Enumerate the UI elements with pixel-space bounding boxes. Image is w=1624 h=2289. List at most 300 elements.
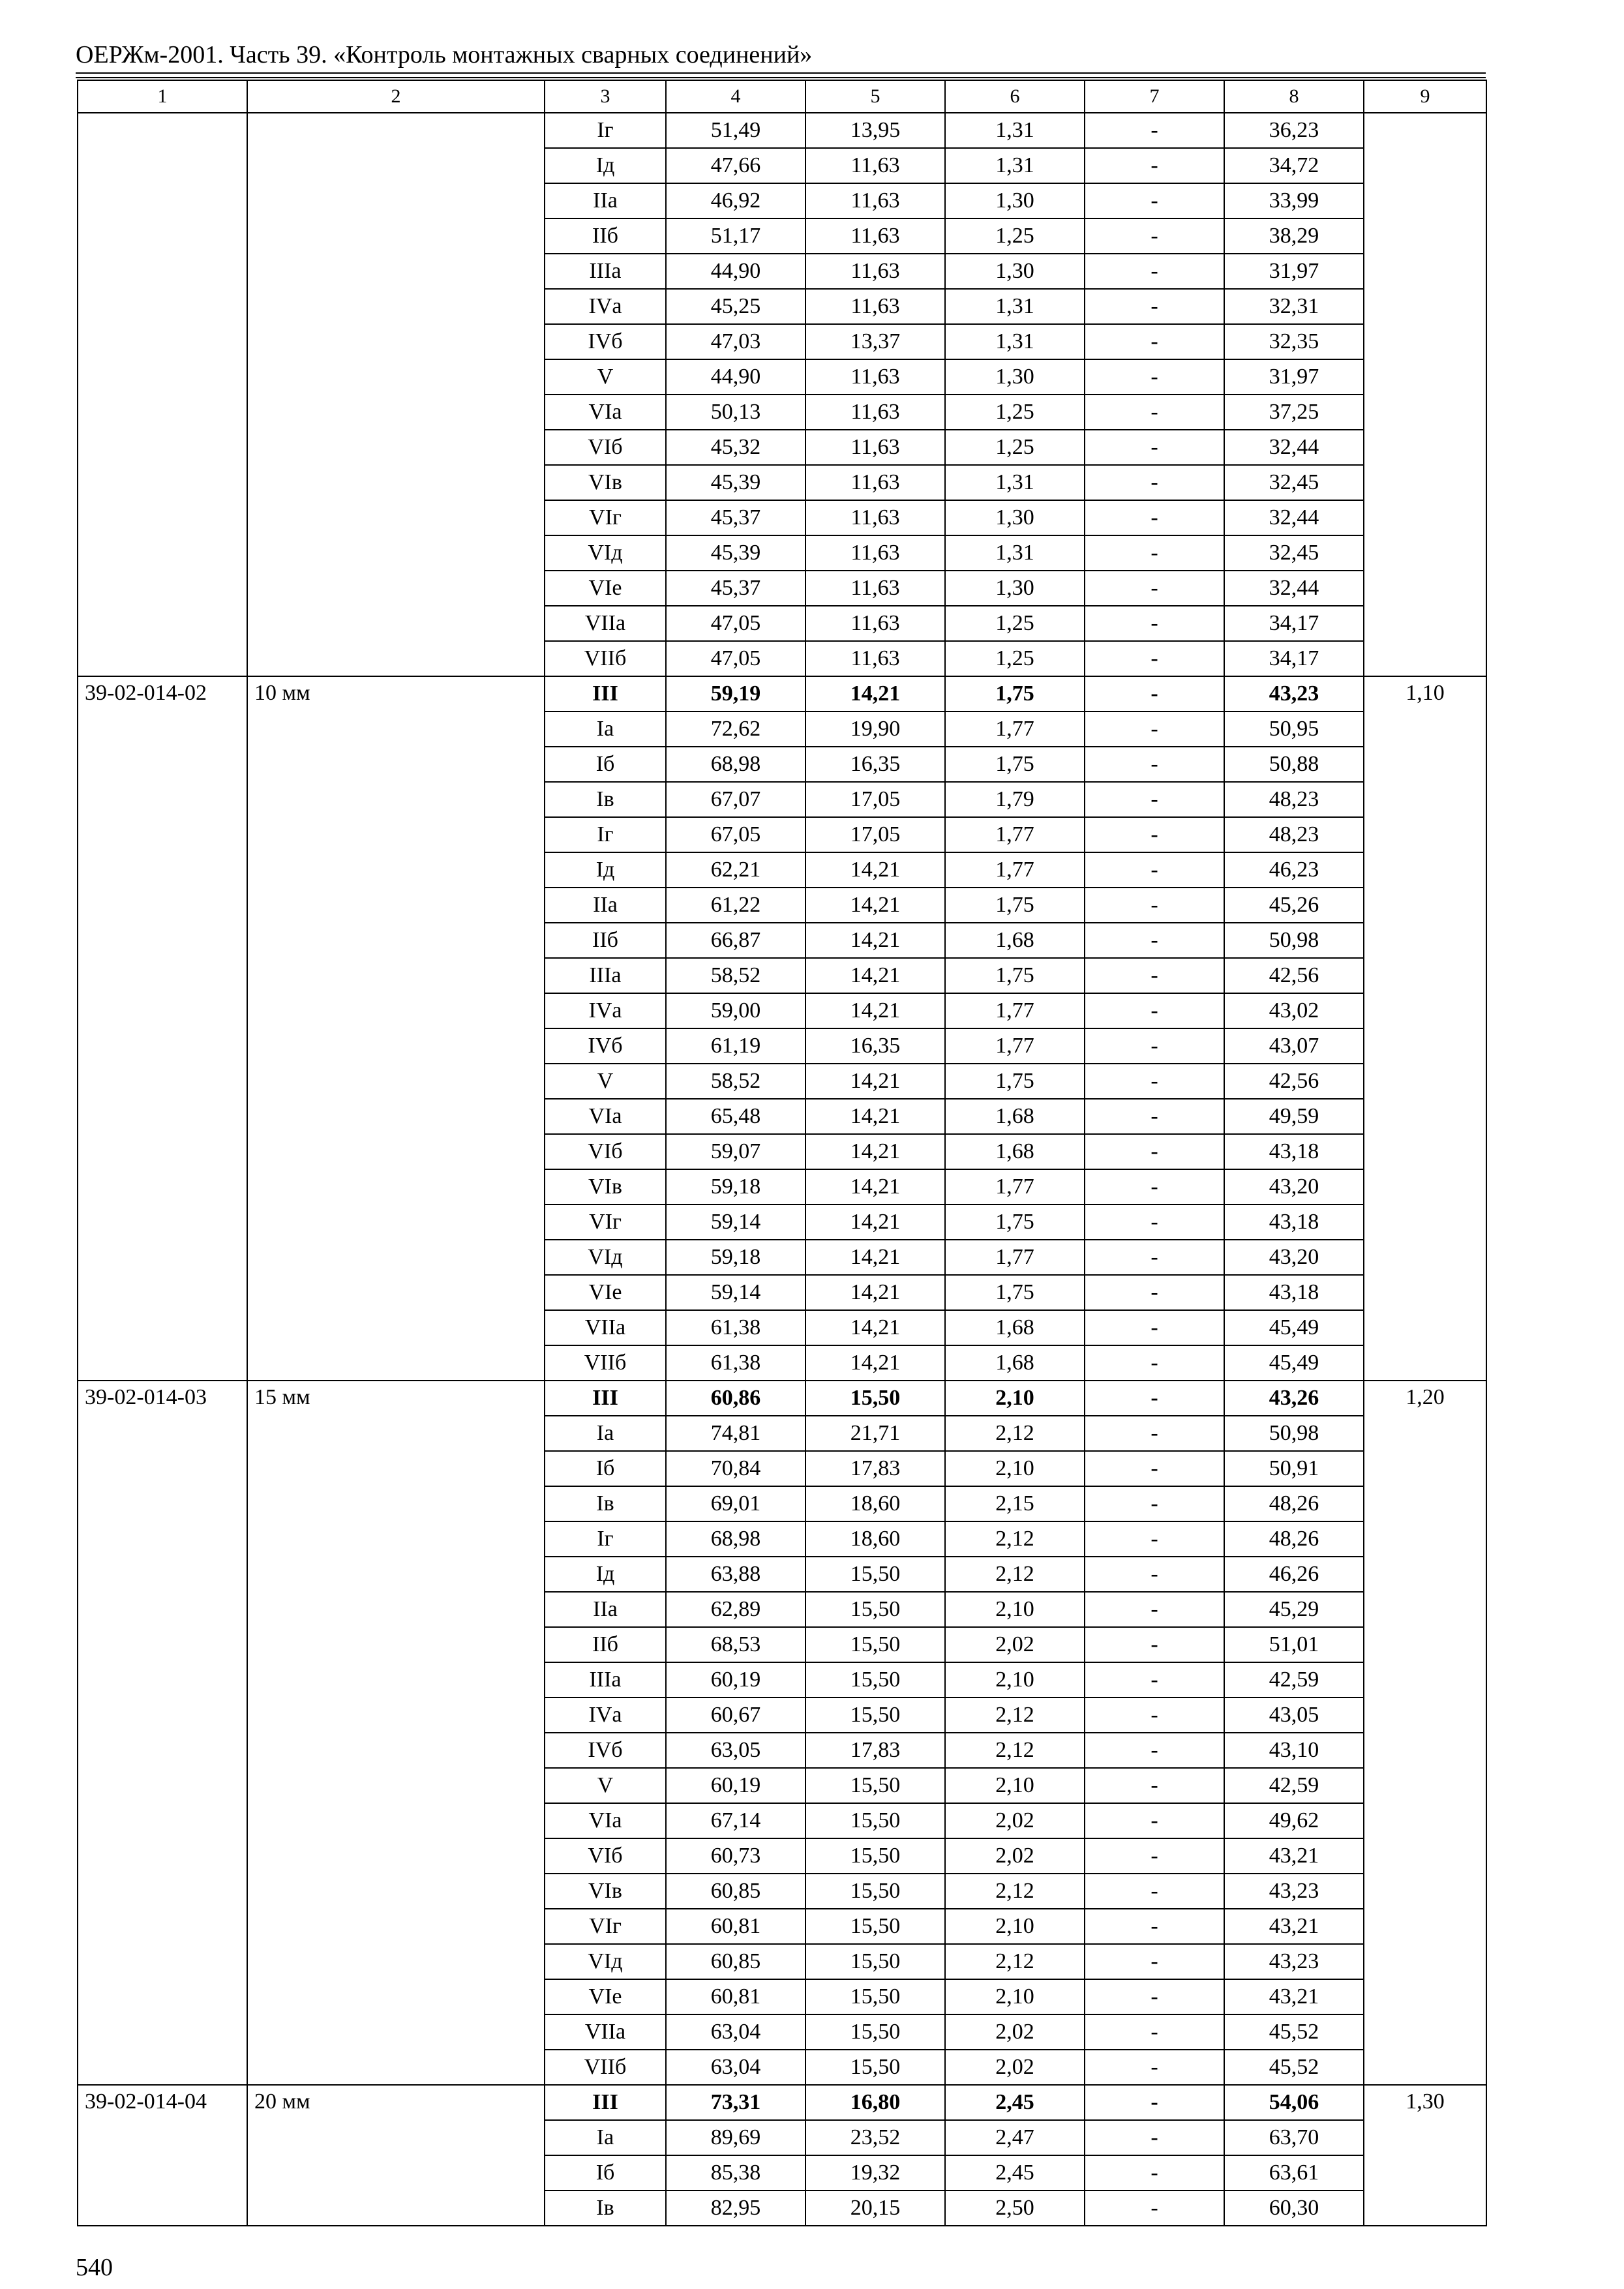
driver-wage-cell: -	[1085, 817, 1224, 852]
machine-cost-cell: 2,50	[945, 2191, 1085, 2226]
driver-wage-cell: -	[1085, 2085, 1224, 2120]
machine-cost-cell: 1,31	[945, 535, 1085, 571]
labor-cost-cell: 21,71	[805, 1416, 945, 1451]
column-header-4: 4	[666, 80, 805, 113]
materials-cost-cell: 43,07	[1224, 1028, 1364, 1064]
header-rule	[76, 72, 1486, 74]
grade-cell: IVа	[545, 1698, 666, 1733]
grade-cell: VIIа	[545, 1310, 666, 1345]
machine-cost-cell: 2,15	[945, 1486, 1085, 1521]
machine-cost-cell: 2,02	[945, 1627, 1085, 1662]
driver-wage-cell: -	[1085, 254, 1224, 289]
grade-cell: VIIа	[545, 606, 666, 641]
machine-cost-cell: 1,25	[945, 395, 1085, 430]
machine-cost-cell: 1,75	[945, 1204, 1085, 1240]
grade-cell: Iд	[545, 1557, 666, 1592]
grade-cell: VIд	[545, 1944, 666, 1979]
labor-cost-cell: 17,83	[805, 1733, 945, 1768]
materials-cost-cell: 51,01	[1224, 1627, 1364, 1662]
total-cost-cell: 60,86	[666, 1381, 805, 1416]
machine-cost-cell: 1,25	[945, 641, 1085, 676]
labor-cost-cell: 15,50	[805, 1627, 945, 1662]
materials-cost-cell: 48,26	[1224, 1486, 1364, 1521]
labor-cost-cell: 11,63	[805, 465, 945, 500]
machine-cost-cell: 2,12	[945, 1557, 1085, 1592]
total-cost-cell: 63,88	[666, 1557, 805, 1592]
driver-wage-cell: -	[1085, 430, 1224, 465]
machine-cost-cell: 1,68	[945, 1345, 1085, 1381]
total-cost-cell: 47,66	[666, 148, 805, 183]
rate-code-cell: 39-02-014-04	[78, 2085, 247, 2226]
materials-cost-cell: 34,17	[1224, 641, 1364, 676]
labor-cost-cell: 14,21	[805, 1169, 945, 1204]
thickness-cell: 20 мм	[247, 2085, 545, 2226]
machine-cost-cell: 2,47	[945, 2120, 1085, 2155]
grade-cell: IIб	[545, 1627, 666, 1662]
materials-cost-cell: 60,30	[1224, 2191, 1364, 2226]
machine-cost-cell: 1,30	[945, 500, 1085, 535]
machine-cost-cell: 1,25	[945, 218, 1085, 254]
column-header-8: 8	[1224, 80, 1364, 113]
materials-cost-cell: 42,59	[1224, 1662, 1364, 1698]
labor-cost-cell: 19,32	[805, 2155, 945, 2191]
total-cost-cell: 62,21	[666, 852, 805, 888]
machine-cost-cell: 2,45	[945, 2085, 1085, 2120]
grade-cell: VIIб	[545, 1345, 666, 1381]
total-cost-cell: 62,89	[666, 1592, 805, 1627]
materials-cost-cell: 50,95	[1224, 711, 1364, 747]
machine-cost-cell: 1,77	[945, 817, 1085, 852]
grade-cell: IIIа	[545, 254, 666, 289]
driver-wage-cell: -	[1085, 1064, 1224, 1099]
materials-cost-cell: 63,70	[1224, 2120, 1364, 2155]
total-cost-cell: 60,81	[666, 1909, 805, 1944]
driver-wage-cell: -	[1085, 606, 1224, 641]
column-header-7: 7	[1085, 80, 1224, 113]
materials-cost-cell: 50,88	[1224, 747, 1364, 782]
machine-cost-cell: 1,68	[945, 1310, 1085, 1345]
machine-cost-cell: 2,10	[945, 1662, 1085, 1698]
labor-cost-cell: 11,63	[805, 218, 945, 254]
labor-cost-cell: 11,63	[805, 395, 945, 430]
materials-cost-cell: 45,52	[1224, 2050, 1364, 2085]
machine-cost-cell: 2,10	[945, 1451, 1085, 1486]
labor-cost-cell: 11,63	[805, 148, 945, 183]
labor-cost-cell: 11,63	[805, 289, 945, 324]
grade-cell: IIIа	[545, 958, 666, 993]
total-cost-cell: 72,62	[666, 711, 805, 747]
grade-cell: VIIб	[545, 2050, 666, 2085]
grade-cell: VIб	[545, 1134, 666, 1169]
total-cost-cell: 67,07	[666, 782, 805, 817]
grade-cell: Iб	[545, 2155, 666, 2191]
total-cost-cell: 60,85	[666, 1944, 805, 1979]
driver-wage-cell: -	[1085, 1979, 1224, 2014]
materials-cost-cell: 50,91	[1224, 1451, 1364, 1486]
machine-cost-cell: 1,30	[945, 571, 1085, 606]
column-header-6: 6	[945, 80, 1085, 113]
grade-cell: IIа	[545, 888, 666, 923]
machine-cost-cell: 1,30	[945, 183, 1085, 218]
materials-cost-cell: 46,23	[1224, 852, 1364, 888]
grade-cell: VIIа	[545, 2014, 666, 2050]
materials-cost-cell: 31,97	[1224, 359, 1364, 395]
driver-wage-cell: -	[1085, 1733, 1224, 1768]
machine-cost-cell: 1,75	[945, 958, 1085, 993]
total-cost-cell: 47,05	[666, 641, 805, 676]
driver-wage-cell: -	[1085, 676, 1224, 711]
labor-cost-cell: 14,21	[805, 1275, 945, 1310]
driver-wage-cell: -	[1085, 923, 1224, 958]
machine-cost-cell: 1,31	[945, 289, 1085, 324]
labor-cost-cell: 18,60	[805, 1486, 945, 1521]
grade-cell: IVб	[545, 324, 666, 359]
machine-cost-cell: 2,10	[945, 1768, 1085, 1803]
labor-cost-cell: 11,63	[805, 359, 945, 395]
machine-cost-cell: 2,02	[945, 1803, 1085, 1838]
machine-cost-cell: 1,31	[945, 324, 1085, 359]
grade-cell: III	[545, 2085, 666, 2120]
column-header-1: 1	[78, 80, 247, 113]
grade-cell: IIа	[545, 183, 666, 218]
table-row	[78, 1381, 1486, 1416]
driver-wage-cell: -	[1085, 395, 1224, 430]
driver-wage-cell: -	[1085, 1345, 1224, 1381]
driver-wage-cell: -	[1085, 500, 1224, 535]
machine-cost-cell: 1,75	[945, 888, 1085, 923]
total-cost-cell: 60,85	[666, 1874, 805, 1909]
driver-wage-cell: -	[1085, 1557, 1224, 1592]
grade-cell: IIб	[545, 218, 666, 254]
total-cost-cell: 89,69	[666, 2120, 805, 2155]
driver-wage-cell: -	[1085, 2050, 1224, 2085]
machine-cost-cell: 2,10	[945, 1381, 1085, 1416]
machine-cost-cell: 2,45	[945, 2155, 1085, 2191]
machine-cost-cell: 1,30	[945, 254, 1085, 289]
materials-cost-cell: 46,26	[1224, 1557, 1364, 1592]
labor-cost-cell: 11,63	[805, 606, 945, 641]
total-cost-cell: 66,87	[666, 923, 805, 958]
total-cost-cell: 51,17	[666, 218, 805, 254]
materials-cost-cell: 43,26	[1224, 1381, 1364, 1416]
labor-cost-cell: 14,21	[805, 1204, 945, 1240]
grade-cell: IIа	[545, 1592, 666, 1627]
driver-wage-cell: -	[1085, 1944, 1224, 1979]
total-cost-cell: 70,84	[666, 1451, 805, 1486]
driver-wage-cell: -	[1085, 324, 1224, 359]
driver-wage-cell: -	[1085, 1803, 1224, 1838]
labor-cost-cell: 15,50	[805, 1662, 945, 1698]
driver-wage-cell: -	[1085, 1874, 1224, 1909]
machine-cost-cell: 2,10	[945, 1592, 1085, 1627]
grade-cell: IVб	[545, 1733, 666, 1768]
materials-cost-cell: 32,45	[1224, 535, 1364, 571]
machine-cost-cell: 1,77	[945, 1028, 1085, 1064]
grade-cell: IVа	[545, 993, 666, 1028]
grade-cell: VIа	[545, 395, 666, 430]
materials-cost-cell: 43,20	[1224, 1169, 1364, 1204]
driver-wage-cell: -	[1085, 1698, 1224, 1733]
machine-cost-cell: 1,68	[945, 923, 1085, 958]
grade-cell: Iа	[545, 1416, 666, 1451]
total-cost-cell: 59,19	[666, 676, 805, 711]
machine-cost-cell: 1,79	[945, 782, 1085, 817]
materials-cost-cell: 50,98	[1224, 923, 1364, 958]
grade-cell: Iг	[545, 817, 666, 852]
grade-cell: VIе	[545, 1275, 666, 1310]
driver-wage-cell: -	[1085, 747, 1224, 782]
materials-cost-cell: 43,20	[1224, 1240, 1364, 1275]
labor-cost-cell: 15,50	[805, 1803, 945, 1838]
grade-cell: VIг	[545, 1909, 666, 1944]
machine-cost-cell: 2,12	[945, 1416, 1085, 1451]
labor-cost-cell: 15,50	[805, 1698, 945, 1733]
rate-code-cell	[78, 113, 247, 676]
labor-cost-cell: 16,80	[805, 2085, 945, 2120]
driver-wage-cell: -	[1085, 2120, 1224, 2155]
materials-cost-cell: 63,61	[1224, 2155, 1364, 2191]
materials-cost-cell: 49,62	[1224, 1803, 1364, 1838]
total-cost-cell: 60,19	[666, 1768, 805, 1803]
machine-cost-cell: 1,75	[945, 676, 1085, 711]
table-row	[78, 2085, 1486, 2120]
materials-cost-cell: 45,49	[1224, 1310, 1364, 1345]
materials-cost-cell: 43,18	[1224, 1204, 1364, 1240]
machine-cost-cell: 1,77	[945, 711, 1085, 747]
materials-cost-cell: 43,23	[1224, 1874, 1364, 1909]
materials-cost-cell: 43,23	[1224, 1944, 1364, 1979]
grade-cell: Iа	[545, 711, 666, 747]
materials-cost-cell: 43,21	[1224, 1979, 1364, 2014]
driver-wage-cell: -	[1085, 465, 1224, 500]
materials-cost-cell: 48,23	[1224, 782, 1364, 817]
labor-cost-cell: 14,21	[805, 993, 945, 1028]
labor-hours-cell	[1364, 113, 1486, 676]
driver-wage-cell: -	[1085, 958, 1224, 993]
total-cost-cell: 50,13	[666, 395, 805, 430]
total-cost-cell: 67,05	[666, 817, 805, 852]
machine-cost-cell: 1,75	[945, 1064, 1085, 1099]
grade-cell: Iд	[545, 852, 666, 888]
machine-cost-cell: 1,77	[945, 993, 1085, 1028]
driver-wage-cell: -	[1085, 289, 1224, 324]
driver-wage-cell: -	[1085, 2191, 1224, 2226]
driver-wage-cell: -	[1085, 1240, 1224, 1275]
driver-wage-cell: -	[1085, 711, 1224, 747]
machine-cost-cell: 1,75	[945, 747, 1085, 782]
total-cost-cell: 58,52	[666, 1064, 805, 1099]
total-cost-cell: 67,14	[666, 1803, 805, 1838]
total-cost-cell: 63,05	[666, 1733, 805, 1768]
total-cost-cell: 47,03	[666, 324, 805, 359]
machine-cost-cell: 1,68	[945, 1134, 1085, 1169]
total-cost-cell: 69,01	[666, 1486, 805, 1521]
machine-cost-cell: 1,77	[945, 852, 1085, 888]
labor-cost-cell: 14,21	[805, 1134, 945, 1169]
labor-hours-cell: 1,10	[1364, 676, 1486, 1381]
total-cost-cell: 45,39	[666, 535, 805, 571]
machine-cost-cell: 2,12	[945, 1698, 1085, 1733]
labor-cost-cell: 17,83	[805, 1451, 945, 1486]
grade-cell: VIа	[545, 1803, 666, 1838]
machine-cost-cell: 1,77	[945, 1240, 1085, 1275]
grade-cell: Iд	[545, 148, 666, 183]
total-cost-cell: 61,38	[666, 1345, 805, 1381]
driver-wage-cell: -	[1085, 1169, 1224, 1204]
table-body	[78, 80, 1486, 2226]
labor-cost-cell: 11,63	[805, 183, 945, 218]
grade-cell: IIIа	[545, 1662, 666, 1698]
labor-cost-cell: 11,63	[805, 254, 945, 289]
total-cost-cell: 65,48	[666, 1099, 805, 1134]
materials-cost-cell: 42,56	[1224, 1064, 1364, 1099]
materials-cost-cell: 45,26	[1224, 888, 1364, 923]
materials-cost-cell: 43,23	[1224, 676, 1364, 711]
driver-wage-cell: -	[1085, 1592, 1224, 1627]
total-cost-cell: 45,25	[666, 289, 805, 324]
materials-cost-cell: 38,29	[1224, 218, 1364, 254]
materials-cost-cell: 43,05	[1224, 1698, 1364, 1733]
labor-hours-cell: 1,20	[1364, 1381, 1486, 2085]
driver-wage-cell: -	[1085, 852, 1224, 888]
machine-cost-cell: 1,31	[945, 148, 1085, 183]
labor-cost-cell: 15,50	[805, 1874, 945, 1909]
total-cost-cell: 63,04	[666, 2050, 805, 2085]
materials-cost-cell: 43,21	[1224, 1909, 1364, 1944]
grade-cell: V	[545, 1768, 666, 1803]
total-cost-cell: 45,37	[666, 500, 805, 535]
driver-wage-cell: -	[1085, 535, 1224, 571]
grade-cell: IIб	[545, 923, 666, 958]
labor-cost-cell: 18,60	[805, 1521, 945, 1557]
materials-cost-cell: 32,31	[1224, 289, 1364, 324]
machine-cost-cell: 1,31	[945, 113, 1085, 148]
materials-cost-cell: 49,59	[1224, 1099, 1364, 1134]
materials-cost-cell: 32,44	[1224, 571, 1364, 606]
driver-wage-cell: -	[1085, 359, 1224, 395]
labor-cost-cell: 15,50	[805, 2050, 945, 2085]
driver-wage-cell: -	[1085, 1521, 1224, 1557]
driver-wage-cell: -	[1085, 1134, 1224, 1169]
materials-cost-cell: 42,59	[1224, 1768, 1364, 1803]
grade-cell: Iв	[545, 782, 666, 817]
labor-cost-cell: 17,05	[805, 782, 945, 817]
driver-wage-cell: -	[1085, 1381, 1224, 1416]
materials-cost-cell: 31,97	[1224, 254, 1364, 289]
rates-table	[77, 80, 1487, 2226]
driver-wage-cell: -	[1085, 1627, 1224, 1662]
materials-cost-cell: 43,21	[1224, 1838, 1364, 1874]
driver-wage-cell: -	[1085, 1099, 1224, 1134]
driver-wage-cell: -	[1085, 1451, 1224, 1486]
column-header-9: 9	[1364, 80, 1486, 113]
materials-cost-cell: 50,98	[1224, 1416, 1364, 1451]
grade-cell: Iг	[545, 113, 666, 148]
labor-cost-cell: 14,21	[805, 1064, 945, 1099]
labor-cost-cell: 11,63	[805, 430, 945, 465]
grade-cell: Iа	[545, 2120, 666, 2155]
header-rule	[76, 77, 1486, 78]
page-header-title: ОЕРЖм-2001. Часть 39. «Контроль монтажных сварных соединений»	[76, 41, 813, 68]
driver-wage-cell: -	[1085, 1204, 1224, 1240]
materials-cost-cell: 37,25	[1224, 395, 1364, 430]
materials-cost-cell: 32,44	[1224, 430, 1364, 465]
machine-cost-cell: 2,02	[945, 2014, 1085, 2050]
machine-cost-cell: 2,10	[945, 1909, 1085, 1944]
driver-wage-cell: -	[1085, 1275, 1224, 1310]
labor-cost-cell: 14,21	[805, 1099, 945, 1134]
materials-cost-cell: 34,72	[1224, 148, 1364, 183]
materials-cost-cell: 32,45	[1224, 465, 1364, 500]
total-cost-cell: 73,31	[666, 2085, 805, 2120]
total-cost-cell: 60,81	[666, 1979, 805, 2014]
total-cost-cell: 58,52	[666, 958, 805, 993]
total-cost-cell: 68,53	[666, 1627, 805, 1662]
grade-cell: IVа	[545, 289, 666, 324]
materials-cost-cell: 43,02	[1224, 993, 1364, 1028]
materials-cost-cell: 48,26	[1224, 1521, 1364, 1557]
machine-cost-cell: 1,25	[945, 430, 1085, 465]
machine-cost-cell: 2,12	[945, 1733, 1085, 1768]
driver-wage-cell: -	[1085, 1416, 1224, 1451]
grade-cell: VIв	[545, 1169, 666, 1204]
driver-wage-cell: -	[1085, 148, 1224, 183]
grade-cell: VIд	[545, 535, 666, 571]
grade-cell: VIг	[545, 1204, 666, 1240]
total-cost-cell: 45,37	[666, 571, 805, 606]
total-cost-cell: 59,07	[666, 1134, 805, 1169]
machine-cost-cell: 1,30	[945, 359, 1085, 395]
grade-cell: VIе	[545, 571, 666, 606]
total-cost-cell: 59,14	[666, 1275, 805, 1310]
labor-cost-cell: 15,50	[805, 1979, 945, 2014]
driver-wage-cell: -	[1085, 1909, 1224, 1944]
grade-cell: III	[545, 1381, 666, 1416]
rate-code-cell: 39-02-014-02	[78, 676, 247, 1381]
grade-cell: Iв	[545, 2191, 666, 2226]
machine-cost-cell: 2,12	[945, 1874, 1085, 1909]
grade-cell: VIб	[545, 430, 666, 465]
column-header-row	[78, 80, 1486, 113]
labor-cost-cell: 11,63	[805, 535, 945, 571]
labor-cost-cell: 13,37	[805, 324, 945, 359]
driver-wage-cell: -	[1085, 641, 1224, 676]
labor-cost-cell: 15,50	[805, 1557, 945, 1592]
labor-cost-cell: 14,21	[805, 1310, 945, 1345]
labor-cost-cell: 15,50	[805, 1838, 945, 1874]
machine-cost-cell: 1,68	[945, 1099, 1085, 1134]
machine-cost-cell: 1,77	[945, 1169, 1085, 1204]
materials-cost-cell: 34,17	[1224, 606, 1364, 641]
labor-cost-cell: 11,63	[805, 571, 945, 606]
rate-code-cell: 39-02-014-03	[78, 1381, 247, 2085]
materials-cost-cell: 48,23	[1224, 817, 1364, 852]
driver-wage-cell: -	[1085, 571, 1224, 606]
total-cost-cell: 61,19	[666, 1028, 805, 1064]
grade-cell: VIб	[545, 1838, 666, 1874]
labor-hours-cell: 1,30	[1364, 2085, 1486, 2226]
table-row	[78, 113, 1486, 148]
driver-wage-cell: -	[1085, 218, 1224, 254]
materials-cost-cell: 45,52	[1224, 2014, 1364, 2050]
total-cost-cell: 82,95	[666, 2191, 805, 2226]
labor-cost-cell: 23,52	[805, 2120, 945, 2155]
column-header-2: 2	[247, 80, 545, 113]
grade-cell: VIIб	[545, 641, 666, 676]
materials-cost-cell: 36,23	[1224, 113, 1364, 148]
materials-cost-cell: 32,35	[1224, 324, 1364, 359]
total-cost-cell: 51,49	[666, 113, 805, 148]
